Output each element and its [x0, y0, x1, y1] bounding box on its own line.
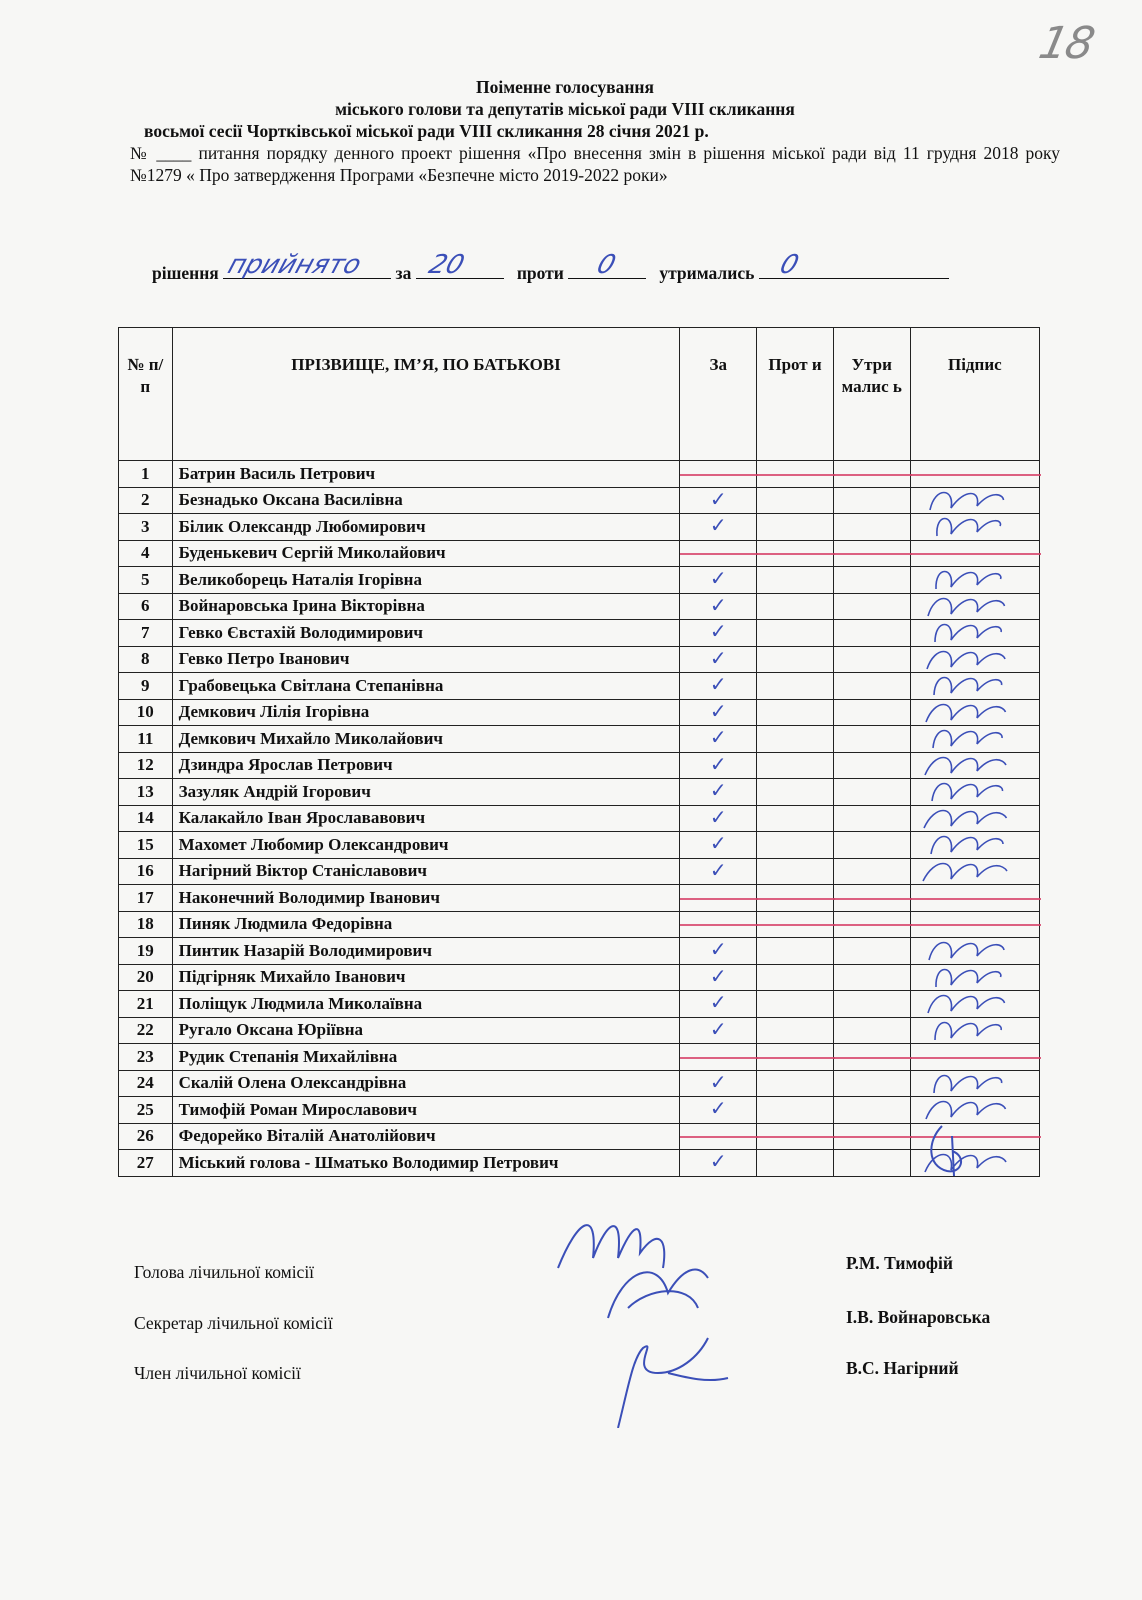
vote-against-cell: [757, 1017, 834, 1044]
vote-against-cell: [757, 1150, 834, 1177]
vote-against-cell: [757, 858, 834, 885]
col-signature-header: Підпис: [910, 328, 1039, 461]
vote-for-cell: [680, 858, 757, 885]
abstained-blank: [759, 250, 949, 280]
row-number: 22: [119, 1017, 173, 1044]
vote-abstained-cell: [833, 779, 910, 806]
vote-against-cell: [757, 567, 834, 594]
checkmark-icon: ✓: [709, 831, 727, 856]
row-number: 27: [119, 1150, 173, 1177]
vote-against-cell: [757, 964, 834, 991]
chair-label: Голова лічильної комісії: [134, 1262, 315, 1282]
col-against-header: Прот и: [757, 328, 834, 461]
table-row: [119, 593, 1040, 620]
vote-for-cell: [680, 1044, 757, 1071]
absent-strike-line: [680, 553, 758, 555]
table-row: [119, 991, 1040, 1018]
member-name: В.С. Нагірний: [846, 1358, 959, 1378]
deputy-name: Безнадько Оксана Василівна: [172, 487, 680, 514]
vote-against-cell: [757, 752, 834, 779]
absent-strike-line: [911, 474, 1041, 476]
row-number: 2: [119, 487, 173, 514]
table-row: [119, 726, 1040, 753]
abstained-label: утримались: [659, 263, 755, 283]
absent-strike-line: [834, 1136, 912, 1138]
chair-name: Р.М. Тимофій: [846, 1253, 953, 1273]
row-number: 25: [119, 1097, 173, 1124]
deputy-name: Міський голова - Шматько Володимир Петрович: [172, 1150, 680, 1177]
table-row: [119, 1097, 1040, 1124]
signature-cell: [910, 885, 1039, 912]
col-num-header: № п/п: [119, 328, 173, 461]
for-value: 20: [424, 250, 468, 280]
table-row: [119, 964, 1040, 991]
vote-for-cell: [680, 646, 757, 673]
vote-for-cell: [680, 487, 757, 514]
table-row: [119, 699, 1040, 726]
table-row: [119, 1070, 1040, 1097]
vote-for-cell: [680, 832, 757, 859]
vote-for-cell: [680, 1017, 757, 1044]
absent-strike-line: [680, 1057, 758, 1059]
vote-abstained-cell: [833, 646, 910, 673]
vote-abstained-cell: [833, 1017, 910, 1044]
decision-line: [152, 250, 1052, 284]
vote-for-cell: [680, 593, 757, 620]
deputy-name: Тимофій Роман Мирославович: [172, 1097, 680, 1124]
checkmark-icon: ✓: [709, 1149, 727, 1174]
checkmark-icon: ✓: [709, 778, 727, 803]
checkmark-icon: ✓: [709, 645, 727, 670]
vote-against-cell: [757, 938, 834, 965]
row-number: 9: [119, 673, 173, 700]
vote-against-cell: [757, 805, 834, 832]
decision-blank: [223, 250, 391, 280]
vote-against-cell: [757, 911, 834, 938]
table-row: [119, 938, 1040, 965]
absent-strike-line: [911, 1057, 1041, 1059]
vote-against-cell: [757, 461, 834, 488]
absent-strike-line: [834, 474, 912, 476]
vote-abstained-cell: [833, 964, 910, 991]
checkmark-icon: ✓: [709, 672, 727, 697]
secretary-name: І.В. Войнаровська: [846, 1307, 991, 1327]
checkmark-icon: ✓: [709, 592, 727, 617]
deputy-name: Грабовецька Світлана Степанівна: [172, 673, 680, 700]
vote-against-cell: [757, 726, 834, 753]
mayor-signature: [922, 1116, 982, 1186]
vote-abstained-cell: [833, 699, 910, 726]
table-row: [119, 1150, 1040, 1177]
row-number: 12: [119, 752, 173, 779]
table-row: [119, 832, 1040, 859]
vote-abstained-cell: [833, 726, 910, 753]
checkmark-icon: ✓: [709, 566, 727, 591]
vote-abstained-cell: [833, 1150, 910, 1177]
deputy-name: Великоборець Наталія Ігорівна: [172, 567, 680, 594]
absent-strike-line: [911, 898, 1041, 900]
row-number: 14: [119, 805, 173, 832]
vote-against-cell: [757, 991, 834, 1018]
deputy-name: Буденькевич Сергій Миколайович: [172, 540, 680, 567]
row-number: 7: [119, 620, 173, 647]
deputy-name: Ругало Оксана Юріївна: [172, 1017, 680, 1044]
deputy-name: Білик Олександр Любомирович: [172, 514, 680, 541]
agenda-question: № ____ питання порядку денного проект рішення «Про внесення змін в рішення міської ради від 11 грудня 2018 року №1279 « Про затвердження Програми «Безпечне місто 2019-2022 роки»: [130, 143, 1060, 185]
vote-abstained-cell: [833, 461, 910, 488]
row-number: 5: [119, 567, 173, 594]
vote-abstained-cell: [833, 593, 910, 620]
vote-abstained-cell: [833, 514, 910, 541]
absent-strike-line: [757, 474, 835, 476]
vote-abstained-cell: [833, 1097, 910, 1124]
vote-abstained-cell: [833, 540, 910, 567]
checkmark-icon: ✓: [709, 725, 727, 750]
vote-for-cell: [680, 699, 757, 726]
against-label: проти: [516, 263, 564, 283]
row-number: 19: [119, 938, 173, 965]
signature-cell: [910, 1017, 1039, 1044]
vote-for-cell: [680, 726, 757, 753]
vote-for-cell: [680, 752, 757, 779]
row-number: 10: [119, 699, 173, 726]
deputy-name: Нагірний Віктор Станіславович: [172, 858, 680, 885]
deputy-name: Калакайло Іван Ярослававович: [172, 805, 680, 832]
table-row: [119, 646, 1040, 673]
vote-for-cell: [680, 911, 757, 938]
document-header: [130, 76, 1060, 186]
table-row: [119, 461, 1040, 488]
table-row: [119, 1017, 1040, 1044]
col-name-header: ПРІЗВИЩЕ, ІМ’Я, ПО БАТЬКОВІ: [172, 328, 680, 461]
vote-against-cell: [757, 1123, 834, 1150]
vote-against-cell: [757, 487, 834, 514]
row-number: 13: [119, 779, 173, 806]
vote-for-cell: [680, 461, 757, 488]
table-row: [119, 567, 1040, 594]
deputy-name: Поліщук Людмила Миколаївна: [172, 991, 680, 1018]
absent-strike-line: [911, 553, 1041, 555]
vote-against-cell: [757, 1097, 834, 1124]
deputy-name: Махомет Любомир Олександрович: [172, 832, 680, 859]
vote-for-cell: [680, 805, 757, 832]
checkmark-icon: ✓: [709, 513, 727, 538]
vote-abstained-cell: [833, 1123, 910, 1150]
deputy-name: Наконечний Володимир Іванович: [172, 885, 680, 912]
table-row: [119, 885, 1040, 912]
vote-abstained-cell: [833, 1070, 910, 1097]
deputy-name: Пинтик Назарій Володимирович: [172, 938, 680, 965]
deputy-name: Рудик Степанія Михайлівна: [172, 1044, 680, 1071]
checkmark-icon: ✓: [709, 619, 727, 644]
vote-abstained-cell: [833, 805, 910, 832]
row-number: 21: [119, 991, 173, 1018]
vote-against-cell: [757, 673, 834, 700]
abstained-value: 0: [775, 250, 803, 280]
vote-abstained-cell: [833, 858, 910, 885]
absent-strike-line: [757, 1057, 835, 1059]
vote-for-cell: [680, 1123, 757, 1150]
vote-for-cell: [680, 620, 757, 647]
checkmark-icon: ✓: [709, 937, 727, 962]
against-value: 0: [593, 250, 620, 280]
vote-abstained-cell: [833, 1044, 910, 1071]
vote-for-cell: [680, 964, 757, 991]
vote-against-cell: [757, 593, 834, 620]
roll-call-table: [118, 327, 1040, 1177]
absent-strike-line: [911, 924, 1041, 926]
table-row: [119, 540, 1040, 567]
row-number: 18: [119, 911, 173, 938]
vote-abstained-cell: [833, 752, 910, 779]
for-blank: [416, 250, 504, 280]
vote-abstained-cell: [833, 911, 910, 938]
vote-against-cell: [757, 885, 834, 912]
table-row: [119, 1044, 1040, 1071]
absent-strike-line: [680, 474, 758, 476]
signature-cell: [910, 858, 1039, 885]
vote-against-cell: [757, 699, 834, 726]
table-row: [119, 514, 1040, 541]
checkmark-icon: ✓: [709, 1016, 727, 1041]
absent-strike-line: [757, 1136, 835, 1138]
checkmark-icon: ✓: [709, 990, 727, 1015]
vote-abstained-cell: [833, 938, 910, 965]
vote-for-cell: [680, 885, 757, 912]
signature-cell: [910, 514, 1039, 541]
deputy-name: Гевко Петро Іванович: [172, 646, 680, 673]
table-row: [119, 858, 1040, 885]
vote-for-cell: [680, 1097, 757, 1124]
vote-against-cell: [757, 620, 834, 647]
vote-against-cell: [757, 1044, 834, 1071]
checkmark-icon: ✓: [709, 1096, 727, 1121]
row-number: 16: [119, 858, 173, 885]
vote-for-cell: [680, 540, 757, 567]
vote-for-cell: [680, 991, 757, 1018]
row-number: 23: [119, 1044, 173, 1071]
table-row: [119, 911, 1040, 938]
vote-against-cell: [757, 779, 834, 806]
deputy-name: Федорейко Віталій Анатолійович: [172, 1123, 680, 1150]
member-label: Член лічильної комісії: [134, 1363, 301, 1383]
deputy-name: Підгірняк Михайло Іванович: [172, 964, 680, 991]
row-number: 17: [119, 885, 173, 912]
deputy-name: Войнаровська Ірина Вікторівна: [172, 593, 680, 620]
row-number: 26: [119, 1123, 173, 1150]
row-number: 15: [119, 832, 173, 859]
vote-for-cell: [680, 938, 757, 965]
absent-strike-line: [834, 924, 912, 926]
deputy-name: Гевко Євстахій Володимирович: [172, 620, 680, 647]
vote-abstained-cell: [833, 567, 910, 594]
row-number: 1: [119, 461, 173, 488]
title-line-1: Поіменне голосування: [476, 77, 654, 97]
absent-strike-line: [757, 924, 835, 926]
row-number: 8: [119, 646, 173, 673]
vote-abstained-cell: [833, 885, 910, 912]
checkmark-icon: ✓: [709, 486, 727, 511]
vote-for-cell: [680, 1150, 757, 1177]
vote-for-cell: [680, 673, 757, 700]
row-number: 20: [119, 964, 173, 991]
vote-against-cell: [757, 1070, 834, 1097]
vote-for-cell: [680, 1070, 757, 1097]
absent-strike-line: [757, 898, 835, 900]
secretary-label: Секретар лічильної комісії: [134, 1313, 333, 1333]
checkmark-icon: ✓: [709, 1069, 727, 1094]
deputy-name: Скалій Олена Олександрівна: [172, 1070, 680, 1097]
checkmark-icon: ✓: [709, 698, 727, 723]
title-line-2: міського голови та депутатів міської ради VIII скликання: [335, 99, 795, 119]
absent-strike-line: [680, 924, 758, 926]
vote-for-cell: [680, 514, 757, 541]
decision-value: прийнято: [224, 250, 366, 280]
vote-abstained-cell: [833, 832, 910, 859]
vote-abstained-cell: [833, 487, 910, 514]
vote-abstained-cell: [833, 620, 910, 647]
checkmark-icon: ✓: [709, 963, 727, 988]
absent-strike-line: [680, 1136, 758, 1138]
table-row: [119, 673, 1040, 700]
commission-signatures: [548, 1198, 748, 1428]
row-number: 4: [119, 540, 173, 567]
table-row: [119, 805, 1040, 832]
row-number: 6: [119, 593, 173, 620]
vote-against-cell: [757, 514, 834, 541]
table-header-row: [119, 328, 1040, 461]
table-row: [119, 620, 1040, 647]
row-number: 3: [119, 514, 173, 541]
title-line-3: восьмої сесії Чортківської міської ради VIII скликання 28 січня 2021 р.: [144, 121, 709, 141]
deputy-name: Демкович Михайло Миколайович: [172, 726, 680, 753]
deputy-name: Пиняк Людмила Федорівна: [172, 911, 680, 938]
page-number: 18: [1034, 18, 1098, 69]
signature-scribble: [915, 1012, 1015, 1048]
checkmark-icon: ✓: [709, 751, 727, 776]
row-number: 24: [119, 1070, 173, 1097]
absent-strike-line: [834, 1057, 912, 1059]
vote-against-cell: [757, 832, 834, 859]
checkmark-icon: ✓: [709, 804, 727, 829]
vote-against-cell: [757, 646, 834, 673]
row-number: 11: [119, 726, 173, 753]
absent-strike-line: [757, 553, 835, 555]
vote-for-cell: [680, 567, 757, 594]
deputy-name: Зазуляк Андрій Ігорович: [172, 779, 680, 806]
signature-scribble: [915, 853, 1015, 889]
col-abstained-header: Утри малис ь: [833, 328, 910, 461]
deputy-name: Демкович Лілія Ігорівна: [172, 699, 680, 726]
decision-label: рішення: [152, 263, 219, 283]
absent-strike-line: [834, 898, 912, 900]
vote-for-cell: [680, 779, 757, 806]
table-row: [119, 1123, 1040, 1150]
deputy-name: Дзиндра Ярослав Петрович: [172, 752, 680, 779]
vote-abstained-cell: [833, 991, 910, 1018]
vote-abstained-cell: [833, 673, 910, 700]
table-row: [119, 752, 1040, 779]
table-row: [119, 487, 1040, 514]
for-label: за: [395, 263, 412, 283]
col-for-header: За: [680, 328, 757, 461]
against-blank: [568, 250, 646, 280]
absent-strike-line: [834, 553, 912, 555]
vote-against-cell: [757, 540, 834, 567]
checkmark-icon: ✓: [709, 857, 727, 882]
absent-strike-line: [680, 898, 758, 900]
deputy-name: Батрин Василь Петрович: [172, 461, 680, 488]
table-row: [119, 779, 1040, 806]
signature-scribble: [915, 508, 1015, 544]
